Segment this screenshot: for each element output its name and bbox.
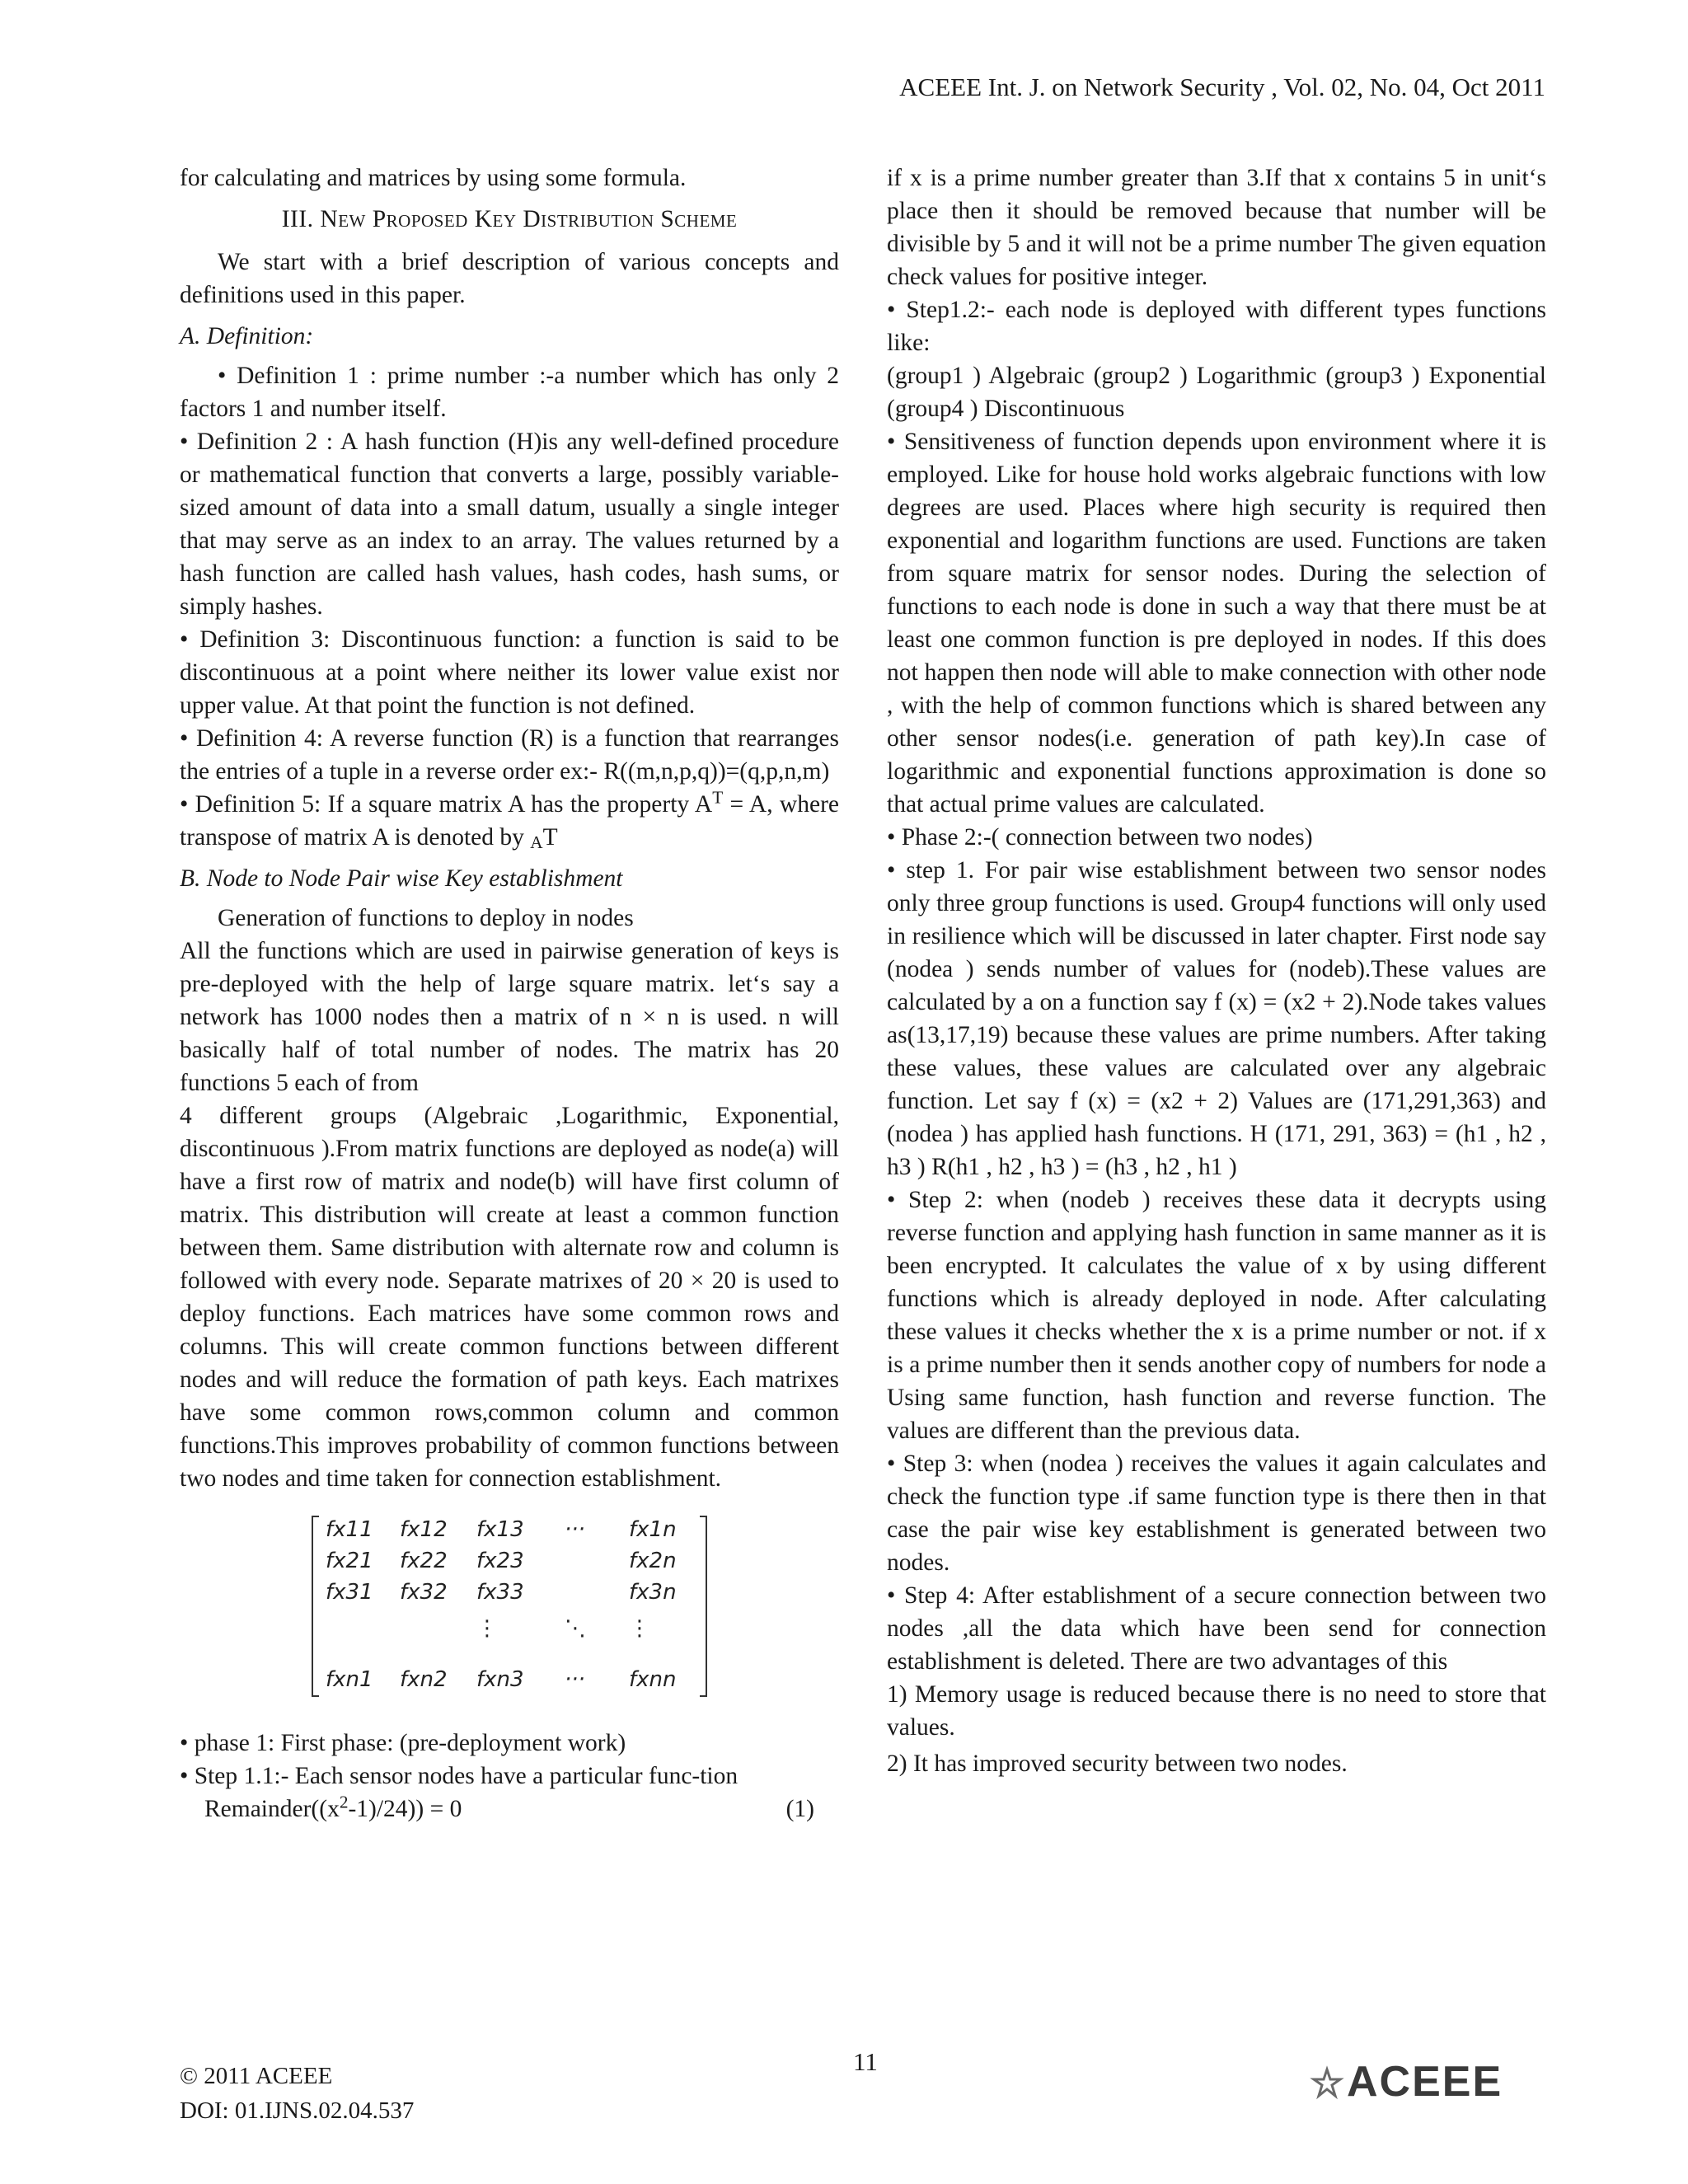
matrix-cell: fx13 <box>476 1517 524 1542</box>
matrix-cell: fxn2 <box>400 1667 448 1692</box>
matrix-cell: fx1n <box>629 1517 677 1542</box>
right-column <box>887 162 1546 1780</box>
step-1-2: • Step1.2:- each node is deployed with different types functions like: <box>887 297 1546 356</box>
sensitiveness-paragraph: • Sensitiveness of function depends upon environment where it is employed. Like for house hold works algebraic functions with low degrees are used. Places where high security is required then exponential and logarithm functions are used. Functions are taken from square matrix for sensor nodes. During the selection of functions to each node is done in such a way that there must be at least one common function is pre deployed in nodes. If this does not happen then node will able to make connection with other node , with the help of common functions which is shared between any other sensor nodes(i.e. generation of path key).In case of logarithmic and exponential functions approximation is done so that actual prime values are calculated. <box>887 429 1546 818</box>
matrix-cell: ⋮ <box>629 1616 650 1641</box>
generation-title: Generation of functions to deploy in nodes <box>218 905 634 931</box>
function-groups: (group1 ) Algebraic (group2 ) Logarithmic (group3 ) Exponential (group4 ) Discontinuous <box>887 363 1546 422</box>
aceee-logo <box>1309 2055 1556 2104</box>
star-icon <box>1314 2069 1340 2096</box>
matrix-cell: ··· <box>565 1517 585 1542</box>
left-column <box>180 162 839 1825</box>
phase-1: • phase 1: First phase: (pre-deployment work) <box>180 1730 626 1756</box>
matrix-cell: fx32 <box>400 1580 448 1605</box>
step-1-1: • Step 1.1:- Each sensor nodes have a particular func-tion <box>180 1763 738 1789</box>
matrix-cell: ··· <box>565 1667 585 1692</box>
doi: DOI: 01.IJNS.02.04.537 <box>180 2097 415 2124</box>
matrix-cell: fxnn <box>629 1667 677 1692</box>
phase2-step-2: • Step 2: when (nodeb ) receives these data it decrypts using reverse function and applying hash function in same manner as it is been encrypted. It calculates the value of x by using different functions which is already deployed in node. After calculating these values it checks whether the x is a prime number or not. if x is a prime number then it sends another copy of numbers for node a Using same function, hash function and reverse function. The values are different than the previous data. <box>887 1187 1546 1444</box>
advantage-1: 1) Memory usage is reduced because there is no need to store that values. <box>887 1681 1546 1741</box>
subsection-b-heading: B. Node to Node Pair wise Key establishment <box>180 865 623 892</box>
pairwise-paragraph-2: 4 different groups (Algebraic ,Logarithmic, Exponential, discontinuous ).From matrix functions are deployed as node(a) will have a first row of matrix and node(b) will have first column of matrix. This distribution will create at least a common function between them. Same distribution with alternate row and column is followed with every node. Separate matrixes of 20 × 20 is used to deploy functions. Each matrices have some common rows and columns. This will create common functions between different nodes and will reduce the formation of path keys. Each matrixes have some common rows,common column and common functions.This improves probability of common functions between two nodes and time taken for connection establishment. <box>180 1103 839 1492</box>
phase2-step-1: • step 1. For pair wise establishment between two sensor nodes only three group functions is used. Group4 functions will only used in resilience which will be discussed in later chapter. First node say (nodea ) sends number of values for (nodeb).These values are calculated by a on a function say f (x) = (x2 + 2).Node takes values as(13,17,19) because these values are prime numbers. After taking these values, these values are calculated over any algebraic function. Let say f (x) = (x2 + 2) Values are (171,291,363) and (nodea ) has applied hash functions. H (171, 291, 363) = (h1 , h2 , h3 ) R(h1 , h2 , h3 ) = (h3 , h2 , h1 ) <box>887 857 1546 1180</box>
prime-paragraph: if x is a prime number greater than 3.If that x contains 5 in unit‘s place then it should be removed because that number will be divisible by 5 and it will not be a prime number The given equation check values for positive integer. <box>887 165 1546 290</box>
equation-number: (1) <box>785 1796 814 1822</box>
phase2-step-3: • Step 3: when (nodea ) receives the values it again calculates and check the function type .if same function type is there then in that case the pair wise key establishment is generated between two nodes. <box>887 1451 1546 1576</box>
intro-line: for calculating and matrices by using some formula. <box>180 165 687 191</box>
footer-left <box>180 2059 414 2128</box>
page-number: 11 <box>853 2047 878 2076</box>
matrix-cell: ⋮ <box>476 1616 498 1641</box>
section-intro: We start with a brief description of various concepts and definitions used in this paper. <box>180 249 839 308</box>
subsection-a-heading: A. Definition: <box>180 323 314 349</box>
logo-text: ACEEE <box>1347 2058 1503 2104</box>
pairwise-paragraph-1: All the functions which are used in pairwise generation of keys is pre-deployed with the help of large square matrix. let‘s say a network has 1000 nodes then a matrix of n × n is used. n will basically half of total number of nodes. The matrix has 20 functions 5 each of from <box>180 938 839 1096</box>
matrix-cell: ⋱ <box>565 1616 586 1641</box>
matrix-cell: fx2n <box>629 1549 677 1573</box>
definition-4: • Definition 4: A reverse function (R) is a function that rearranges the entries of a tuple in a reverse order ex:- R((m,n,p,q))=(q,p,n,m) <box>180 725 839 785</box>
copyright: © 2011 ACEEE <box>180 2063 333 2089</box>
function-matrix <box>307 1511 711 1701</box>
matrix-cell: fx33 <box>476 1580 524 1605</box>
matrix-cell: fx3n <box>629 1580 677 1605</box>
definition-1: • Definition 1 : prime number :-a number which has only 2 factors 1 and number itself. <box>180 363 839 422</box>
matrix-cell: fx22 <box>400 1549 448 1573</box>
advantage-2: 2) It has improved security between two nodes. <box>887 1750 1348 1777</box>
matrix-cell: fx21 <box>326 1549 373 1573</box>
journal-header: ACEEE Int. J. on Network Security , Vol. 02, No. 04, Oct 2011 <box>899 73 1545 101</box>
matrix-cell: fx12 <box>400 1517 448 1542</box>
equation-1: $Remainder((x^2-1)/24)) = 0$ (1) <box>180 1793 839 1825</box>
matrix-cell: fxn1 <box>326 1667 373 1692</box>
matrix-cell: fx23 <box>476 1549 524 1573</box>
definition-2: • Definition 2 : A hash function (H)is any well-defined procedure or mathematical function that converts a large, possibly variable-sized amount of data into a small datum, usually a single integer that may serve as an index to an array. The values returned by a hash function are called hash values, hash codes, hash sums, or simply hashes. <box>180 429 839 620</box>
matrix-cell: fxn3 <box>476 1667 524 1692</box>
definition-3: • Definition 3: Discontinuous function: a function is said to be discontinuous at a point where neither its lower value exist nor upper value. At that point the function is not defined. <box>180 626 839 719</box>
definition-5: • Definition 5: If a square matrix A has the property $A^T = A$, where transpose of matrix A is denoted by $_A$T <box>180 787 839 853</box>
phase-2: • Phase 2:-( connection between two nodes) <box>887 824 1313 851</box>
section-heading: III. New Proposed Key Distribution Scheme <box>281 206 738 232</box>
matrix-cell: fx11 <box>326 1517 373 1542</box>
phase2-step-4: • Step 4: After establishment of a secure connection between two nodes ,all the data which have been send for connection establishment is deleted. There are two advantages of this <box>887 1582 1546 1675</box>
matrix-cell: fx31 <box>326 1580 373 1605</box>
